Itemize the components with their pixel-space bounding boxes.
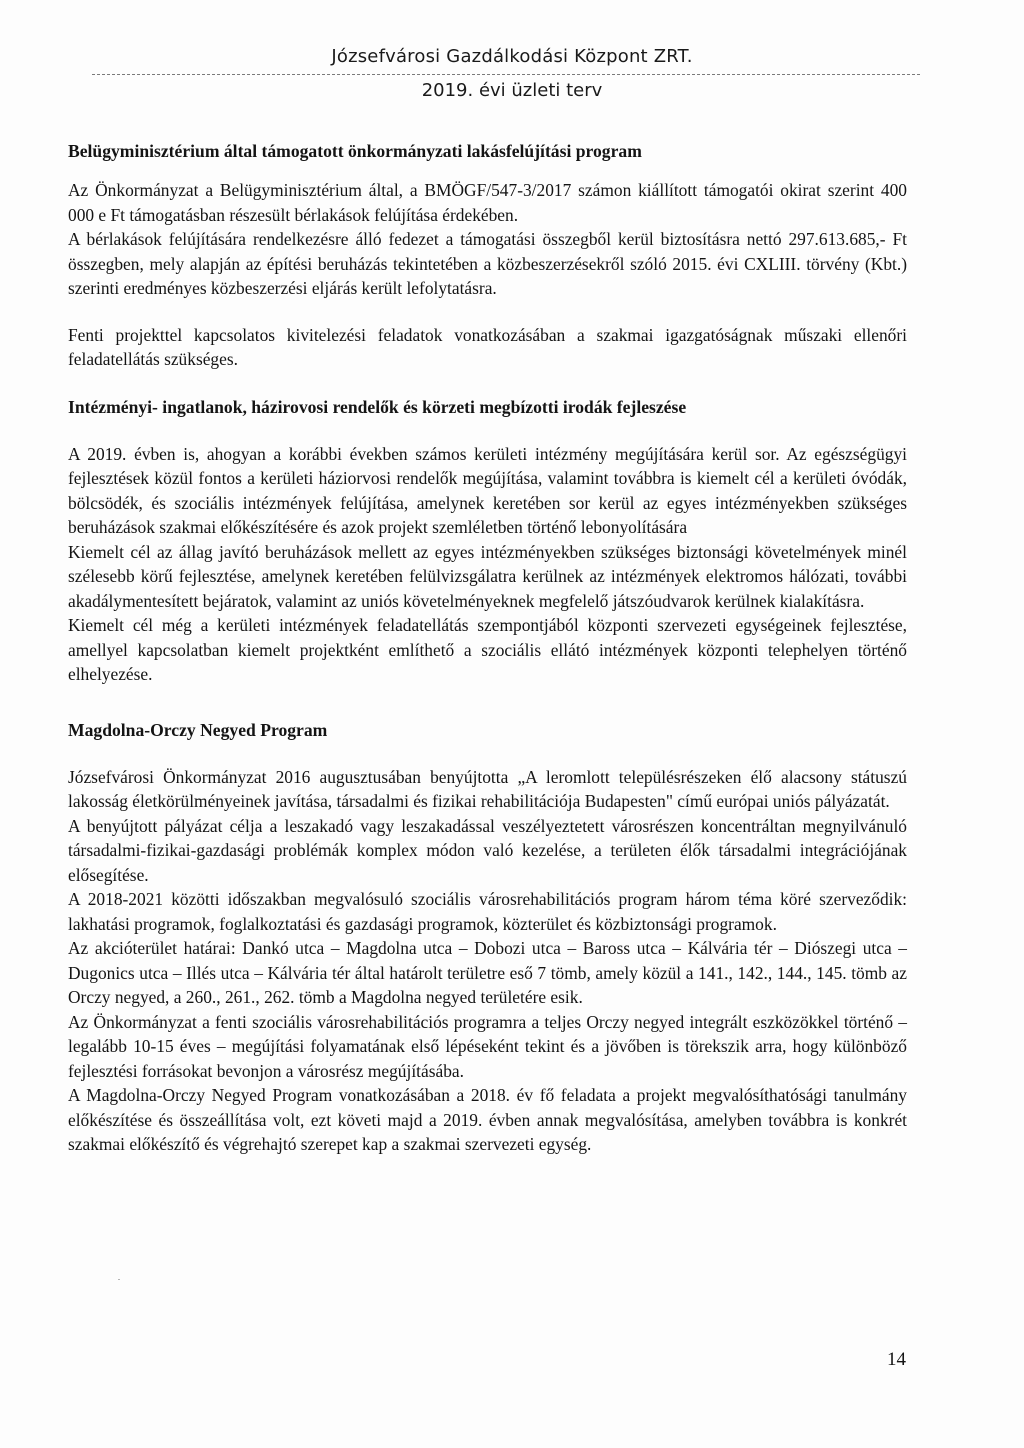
paragraph: A 2018-2021 közötti időszakban megvalósuló szociális városrehabilitációs program három téma köré szerveződik: lakhatási programok, foglalkoztatási és gazdasági programok, közterület és közbiztonsági programok. — [68, 889, 907, 934]
paragraph: Fenti projekttel kapcsolatos kivitelezési feladatok vonatkozásában a szakmai igazgatóságnak műszaki ellenőri feladatellátás szükséges. — [68, 324, 907, 369]
document-body — [68, 138, 907, 1157]
paragraph: Kiemelt cél az állag javító beruházások mellett az egyes intézményekben szükséges biztonsági követelmények minél szélesebb körű fejlesztése, amelynek keretében felülvizsgálatra kerülnek az intézmények elektromos hálózati, további akadálymentesített bejáratok, valamint az uniós követelményeknek megfelelő játszóudvarok kerülnek kialakításra. — [68, 541, 907, 611]
paragraph: A 2019. évben is, ahogyan a korábbi években számos kerületi intézmény megújítására kerül sor. Az egészségügyi fejlesztések közül fontos a kerületi háziorvosi rendelők megújítása, valamint továbbra is kiemelt cél a kerületi óvódák, bölcsödék, és szociális intézmények felújítása, amelynek keretében sor kerül az egyes intézményekben szükséges beruházások szakmai előkészítésére és azok projekt szemléletben történő lebonyolítására — [68, 443, 907, 537]
section-title-lakasfelujitas: Belügyminisztérium által támogatott önkormányzati lakásfelújítási program — [68, 141, 642, 161]
header-year-plan: 2019. évi üzleti terv — [421, 80, 603, 101]
page-number: 14 — [887, 1349, 906, 1370]
paragraph: Józsefvárosi Önkormányzat 2016 augusztusában benyújtotta „A leromlott településrészeken élő alacsony státuszú lakosság életkörülményeinek javítása, társadalmi és fizikai rehabilitációja Budapesten" című európai uniós pályázatát. — [68, 766, 907, 811]
header-divider — [92, 74, 920, 75]
paragraph: A Magdolna-Orczy Negyed Program vonatkozásában a 2018. év fő feladata a projekt megvalósíthatósági tanulmány előkészítése és összeállítása volt, ezt követi majd a 2019. évben annak megvalósítása, amelyben továbbra is konkrét szakmai előkészítő és végrehajtó szerepet kap a szakmai szervezeti egység. — [68, 1085, 907, 1154]
paragraph: A benyújtott pályázat célja a leszakadó vagy leszakadással veszélyeztetett városrészen koncentráltan megnyilvánuló társadalmi-fizikai-gazdasági problémák komplex módon való kezelése, a területen élők társadalmi integrációjának elősegítése. — [68, 815, 907, 885]
paragraph: A bérlakások felújítására rendelkezésre álló fedezet a támogatási összegből kerül biztosításra nettó 297.613.685,- Ft összegben, mely alapján az építési beruházás tekintetében a közbeszerzésekről szóló 2015. évi CXLIII. törvény (Kbt.) szerinti eredményes közbeszerzési eljárás került lefolytatásra. — [68, 229, 907, 298]
paragraph: Kiemelt cél még a kerületi intézmények feladatellátás szempontjából központi szervezeti egységeinek fejlesztése, amellyel kapcsolatban kiemelt projektként említhető a szociális ellátó intézmények központi telephelyen történő elhelyezése. — [68, 615, 907, 684]
section-title-magdolna-orczy: Magdolna-Orczy Negyed Program — [68, 719, 328, 740]
paragraph: Az akcióterület határai: Dankó utca – Magdolna utca – Dobozi utca – Baross utca – Kálvária tér – Diószegi utca – Dugonics utca – Illés utca – Kálvária tér által határolt területre eső 7 tömb, amely közül a 141., 142., 144., 145. tömb az Orczy negyed, a 260., 261., 262. tömb a Magdolna negyed területére esik. — [68, 938, 907, 1007]
paragraph: Az Önkormányzat a Belügyminisztérium által, a BMÖGF/547-3/2017 számon kiállított támogatói okirat szerint 400 000 e Ft támogatásban részesült bérlakások felújítása érdekében. — [68, 180, 907, 225]
header-organization: Józsefvárosi Gazdálkodási Központ ZRT. — [331, 46, 693, 67]
paragraph: Az Önkormányzat a fenti szociális városrehabilitációs programra a teljes Orczy negyed integrált eszközökkel történő – legalább 10-15 éves – megújítási folyamatának első lépéseként tekint és a jövőben is törekszik arra, hogy különböző fejlesztési forrásokat bevonjon a városrész megújításába. — [68, 1011, 907, 1081]
section-title-intezmenyi-ingatlanok: Intézményi- ingatlanok, házirovosi rendelők és körzeti megbízotti irodák fejleszése — [68, 396, 687, 417]
scan-speck — [118, 1279, 120, 1280]
